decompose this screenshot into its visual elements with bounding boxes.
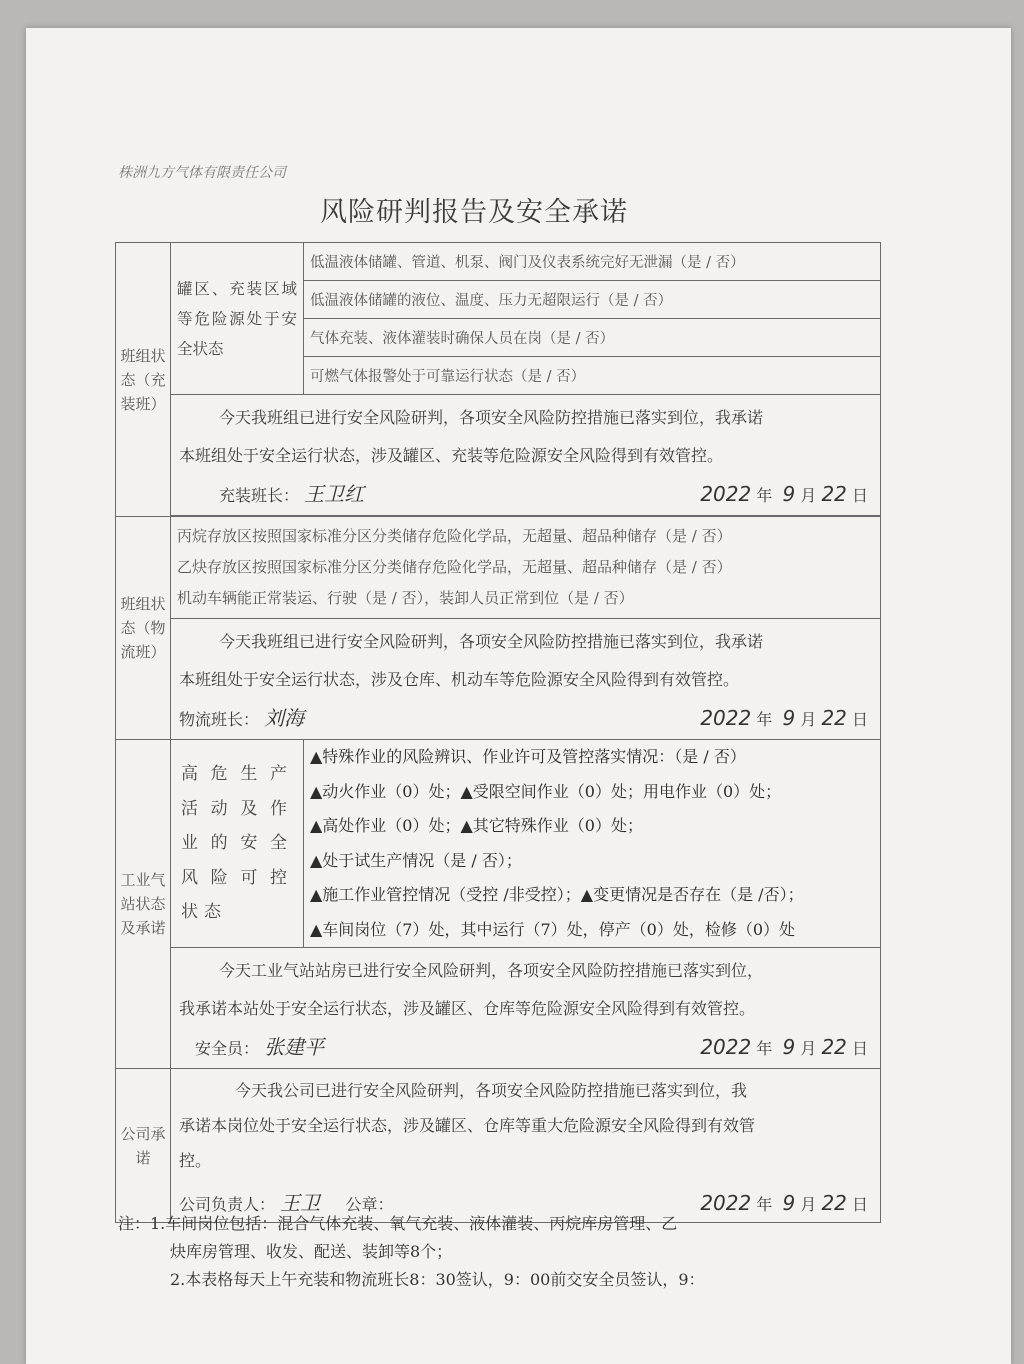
section2-item: 机动车辆能正常装运、行驶（是 / 否），装卸人员正常到位（是 / 否）	[177, 589, 634, 607]
page-title: 风险研判报告及安全承诺	[320, 197, 628, 228]
section1-signature-line: 充装班长： 王卫红 2022 年 9 月 22 日	[179, 475, 872, 515]
section2-commitment: 今天我班组已进行安全风险研判，各项安全风险防控措施已落实到位，我承诺 本班组处于安全运行状态，涉及仓库、机动车等危险源安全风险得到有效管控。 物流班长： 刘海 2022 年 9 月 22 日	[171, 619, 881, 740]
section2-items	[171, 517, 881, 619]
section2-date: 2022 年 9 月 22 日	[700, 706, 868, 730]
note-1a: 注：1.车间岗位包括：混合气体充装、氧气充装、液体灌装、丙烷库房管理、乙	[118, 1214, 678, 1233]
section3-item: ▲特殊作业的风险辨识、作业许可及管控落实情况：（是 / 否）	[310, 747, 746, 766]
section3-item: ▲高处作业（0）处；▲其它特殊作业（0）处；	[310, 816, 643, 835]
section1-commitment: 今天我班组已进行安全风险研判，各项安全风险防控措施已落实到位，我承诺 本班组处于安全运行状态，涉及罐区、充装等危险源安全风险得到有效管控。 充装班长： 王卫红 2022 年 9 月 22 日	[171, 395, 881, 516]
company-name: 株洲九方气体有限责任公司	[118, 165, 286, 181]
section2-signature: 刘海	[264, 706, 305, 730]
section1-sub-label: 罐区、充装区域等危险源处于安全状态	[171, 243, 304, 395]
seal-label: 公章：	[345, 1195, 394, 1214]
section3-sub-label: 高危生产活动及作业的安全风险可控状态	[171, 740, 304, 948]
section3-item: ▲施工作业管控情况（受控 /非受控）；▲变更情况是否存在（是 /否）；	[310, 885, 804, 904]
section3-commitment: 今天工业气站站房已进行安全风险研判，各项安全风险防控措施已落实到位， 我承诺本站处于安全运行状态，涉及罐区、仓库等危险源安全风险得到有效管控。 安全员： 张建平 2022 年 9 月 22 日	[171, 948, 881, 1069]
section2-signature-line: 物流班长： 刘海 2022 年 9 月 22 日	[179, 699, 872, 739]
section1-label: 班组状态（充装班）	[116, 243, 171, 517]
section3-label: 工业气站状态及承诺	[116, 740, 171, 1069]
section1-date: 2022 年 9 月 22 日	[700, 482, 868, 506]
section2-item: 乙炔存放区按照国家标准分区分类储存危险化学品，无超量、超品种储存（是 / 否）	[177, 558, 732, 576]
section3-item: ▲动火作业（0）处；▲受限空间作业（0）处；用电作业（0）处；	[310, 781, 782, 801]
note-2: 2.本表格每天上午充装和物流班长8：30签认，9：00前交安全员签认，9：	[170, 1270, 705, 1289]
section4-signature: 王卫	[280, 1191, 321, 1215]
section1-item: 低温液体储罐、管道、机泵、阀门及仪表系统完好无泄漏（是 / 否）	[304, 243, 881, 281]
section3-signature-line: 安全员： 张建平 2022 年 9 月 22 日	[179, 1028, 872, 1068]
section4-date: 2022 年 9 月 22 日	[700, 1191, 868, 1215]
section2-label: 班组状态（物流班）	[116, 517, 171, 740]
section3-item: ▲车间岗位（7）处，其中运行（7）处，停产（0）处，检修（0）处	[310, 919, 796, 939]
note-1b: 炔库房管理、收发、配送、装卸等8个；	[170, 1242, 453, 1261]
section2-item: 丙烷存放区按照国家标准分区分类储存危险化学品，无超量、超品种储存（是 / 否）	[177, 527, 732, 545]
section3-signature: 张建平	[264, 1035, 325, 1059]
section4-signature-line: 公司负责人： 王卫 公章： 2022 年 9 月 22 日	[179, 1186, 872, 1222]
section4-commitment: 今天我公司已进行安全风险研判，各项安全风险防控措施已落实到位，我 承诺本岗位处于安全运行状态，涉及罐区、仓库等重大危险源安全风险得到有效管 控。 公司负责人： 王卫 公章： 2022 年 9 月 22 日	[171, 1069, 881, 1223]
section1-item: 气体充装、液体灌装时确保人员在岗（是 / 否）	[304, 319, 881, 357]
section3-item: ▲处于试生产情况（是 / 否）；	[310, 850, 522, 870]
section3-items	[304, 740, 881, 948]
section3-date: 2022 年 9 月 22 日	[700, 1035, 868, 1059]
risk-report-form	[115, 242, 881, 1223]
notes	[118, 1210, 878, 1294]
section1-item: 可燃气体报警处于可靠运行状态（是 / 否）	[304, 357, 881, 395]
section1-signature: 王卫红	[304, 482, 365, 506]
section4-label: 公司承诺	[116, 1069, 171, 1223]
section1-item: 低温液体储罐的液位、温度、压力无超限运行（是 / 否）	[304, 281, 881, 319]
